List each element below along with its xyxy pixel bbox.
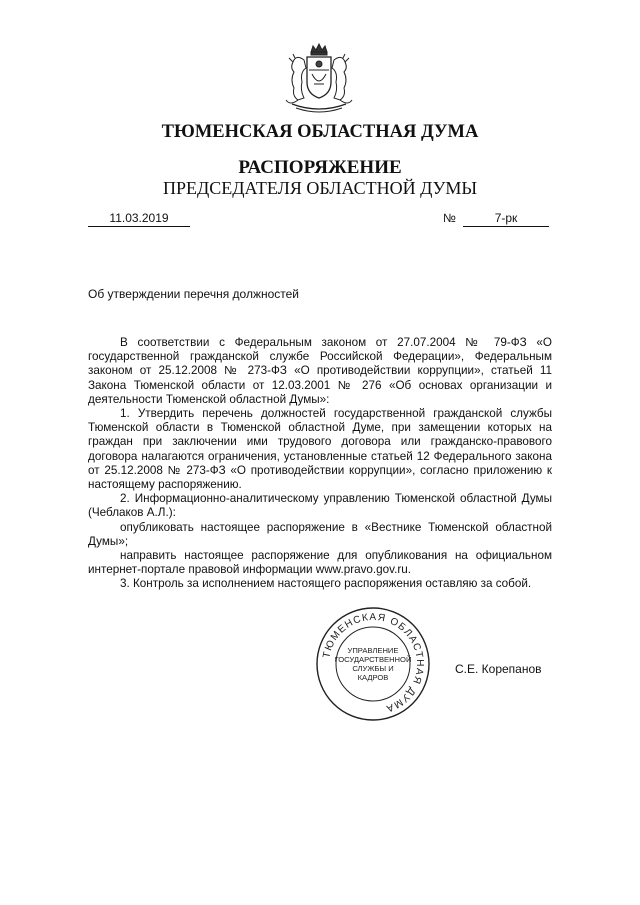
document-subject: Об утверждении перечня должностей: [88, 287, 300, 301]
number-sign: №: [443, 211, 456, 225]
body-paragraph-item-1: 1. Утвердить перечень должностей государственной гражданской службы Тюменской области в Тюменской областной Думе, при замещении которых на граждан при заключении ими трудового договора или гражданско-правового договора налагаются ограничения, установленные статьей 12 Федерального закона от 25.12.2008 № 273-ФЗ «О противодействии коррупции», согласно приложению к настоящему распоряжению.: [88, 407, 552, 492]
document-date: 11.03.2019: [88, 210, 190, 227]
coat-of-arms-emblem: [276, 42, 362, 116]
stamp-line-4: КАДРОВ: [357, 673, 389, 682]
document-number: 7-рк: [463, 210, 549, 227]
document-subtitle: ПРЕДСЕДАТЕЛЯ ОБЛАСТНОЙ ДУМЫ: [162, 178, 478, 198]
official-stamp: [314, 606, 432, 722]
organization-title: ТЮМЕНСКАЯ ОБЛАСТНАЯ ДУМА: [161, 122, 479, 142]
body-paragraph-item-3: 3. Контроль за исполнением настоящего распоряжения оставляю за собой.: [120, 577, 532, 591]
stamp-line-3: СЛУЖБЫ И: [352, 664, 394, 673]
body-paragraph-portal: направить настоящее распоряжение для опубликования на официальном интернет-портале правовой информации www.pravo.gov.ru.: [88, 549, 552, 577]
document-body: [88, 336, 552, 592]
body-paragraph-item-2: 2. Информационно-аналитическому управлению Тюменской областной Думы (Чеблаков А.Л.):: [88, 492, 552, 520]
document-type-title: РАСПОРЯЖЕНИЕ: [238, 157, 402, 178]
signatory-name: С.Е. Корепанов: [455, 662, 542, 676]
stamp-ring-text: ТЮМЕНСКАЯ ОБЛАСТНАЯ ДУМА: [321, 611, 426, 715]
stamp-line-1: УПРАВЛЕНИЕ: [347, 646, 399, 655]
stamp-line-2: ГОСУДАРСТВЕННОЙ: [334, 655, 412, 664]
body-paragraph-publish: опубликовать настоящее распоряжение в «Вестнике Тюменской областной Думы»;: [88, 520, 552, 548]
body-paragraph-preamble: В соответствии с Федеральным законом от 27.07.2004 № 79-ФЗ «О государственной гражданской службе Российской Федерации», Федеральным законом от 25.12.2008 № 273-ФЗ «О противодействии коррупции», статьей 11 Закона Тюменской области от 12.03.2001 № 276 «Об основах организации и деятельности Тюменской областной Думы»:: [88, 336, 552, 406]
